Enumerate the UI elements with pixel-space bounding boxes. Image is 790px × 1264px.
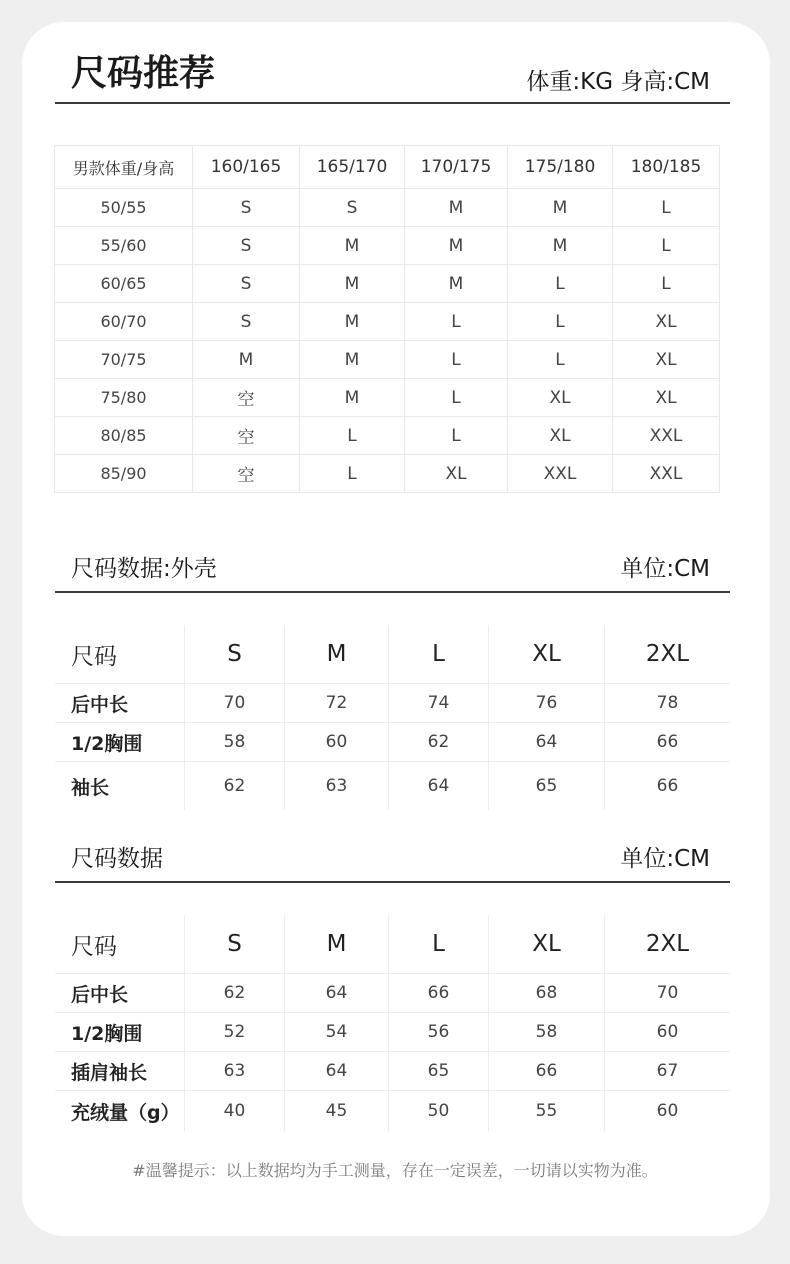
table-cell: L [405, 303, 508, 341]
table-cell: 60 [656, 1101, 679, 1121]
table-cell: M [405, 189, 508, 227]
table-cell: 80/85 [55, 417, 193, 455]
table-row [55, 974, 730, 1013]
table-cell: L [300, 417, 405, 455]
table-cell: M [300, 265, 405, 303]
table-cell: L [508, 265, 613, 303]
column-header: S [185, 625, 285, 683]
column-header: 男款体重/身高 [55, 146, 193, 189]
table-cell: 66 [656, 732, 679, 752]
table-cell: 65 [389, 1052, 489, 1090]
table-row [55, 762, 730, 810]
table-cell: XXL [508, 455, 613, 493]
column-header: 170/175 [405, 146, 508, 189]
table-cell: L [405, 417, 508, 455]
table-row [55, 341, 720, 379]
table-cell: L [405, 341, 508, 379]
table-cell: 66 [389, 974, 489, 1012]
table-cell: 66 [656, 776, 679, 796]
column-header: 165/170 [300, 146, 405, 189]
table-cell: S [193, 189, 300, 227]
table-row [55, 303, 720, 341]
table-cell: L [613, 265, 720, 303]
table-cell: 70 [185, 684, 285, 722]
table-row [55, 265, 720, 303]
column-header: XL [489, 915, 605, 973]
column-header: L [389, 625, 489, 683]
table-row [55, 227, 720, 265]
table-cell: XL [508, 379, 613, 417]
table-row [55, 684, 730, 723]
table-cell: XXL [613, 417, 720, 455]
table-cell: M [405, 227, 508, 265]
table-cell: 65 [489, 762, 605, 810]
table-cell: 66 [489, 1052, 605, 1090]
column-header: 尺码 [55, 915, 185, 973]
row-label: 袖长 [55, 762, 185, 810]
row-label: 后中长 [55, 974, 185, 1012]
table-row [55, 1013, 730, 1052]
row-label: 插肩袖长 [55, 1052, 185, 1090]
table-cell: M [300, 379, 405, 417]
table-cell: 56 [389, 1013, 489, 1051]
shell-size-table [55, 625, 730, 810]
table-cell: 64 [389, 762, 489, 810]
table-cell: XXL [613, 455, 720, 493]
column-header: 160/165 [193, 146, 300, 189]
row-label: 充绒量（g） [55, 1091, 185, 1131]
table-cell: M [405, 265, 508, 303]
table-cell: L [508, 303, 613, 341]
shell-data-header [55, 540, 730, 593]
table-row [55, 189, 720, 227]
table-cell: 55/60 [55, 227, 193, 265]
table-cell: 64 [285, 1052, 389, 1090]
table-cell: 70 [656, 983, 679, 1003]
table-cell: XL [508, 417, 613, 455]
table-cell: 52 [185, 1013, 285, 1051]
table-cell: XL [613, 303, 720, 341]
table-cell: 62 [389, 723, 489, 761]
column-header: 2XL [645, 931, 690, 957]
table-cell: M [508, 189, 613, 227]
table-cell: XL [613, 379, 720, 417]
liner-title: 尺码数据 [71, 846, 163, 872]
footer-note: #温馨提示：以上数据均为手工测量，存在一定误差，一切请以实物为准。 [132, 1161, 658, 1180]
column-header: 175/180 [508, 146, 613, 189]
table-cell: 54 [285, 1013, 389, 1051]
table-cell: XL [613, 341, 720, 379]
table-cell: S [193, 265, 300, 303]
table-cell: S [300, 189, 405, 227]
table-cell: S [193, 227, 300, 265]
column-header: 2XL [645, 641, 690, 667]
table-cell: M [508, 227, 613, 265]
table-cell: M [300, 303, 405, 341]
table-cell: 空 [193, 379, 300, 417]
liner-size-table [55, 915, 730, 1131]
column-header: L [389, 915, 489, 973]
table-cell: 50/55 [55, 189, 193, 227]
row-label: 1/2胸围 [55, 723, 185, 761]
table-cell: L [613, 189, 720, 227]
column-header: M [285, 625, 389, 683]
table-cell: 62 [185, 762, 285, 810]
liner-data-header [55, 830, 730, 883]
table-cell: L [613, 227, 720, 265]
table-header-row [55, 625, 730, 684]
table-cell: 60/70 [55, 303, 193, 341]
column-header: 尺码 [55, 625, 185, 683]
table-cell: 60/65 [55, 265, 193, 303]
table-cell: 67 [656, 1061, 679, 1081]
table-cell: 74 [389, 684, 489, 722]
table-row [55, 379, 720, 417]
table-cell: 45 [285, 1091, 389, 1131]
table-header-row [55, 146, 720, 189]
units-label: 体重:KG 身高:CM [526, 69, 710, 95]
table-cell: S [193, 303, 300, 341]
table-cell: 40 [185, 1091, 285, 1131]
shell-unit: 单位:CM [620, 556, 710, 582]
row-label: 1/2胸围 [55, 1013, 185, 1051]
table-cell: L [405, 379, 508, 417]
size-recommend-table [54, 145, 720, 493]
table-cell: 68 [489, 974, 605, 1012]
table-cell: 58 [185, 723, 285, 761]
table-cell: 空 [193, 417, 300, 455]
table-cell: 76 [489, 684, 605, 722]
row-label: 后中长 [55, 684, 185, 722]
table-cell: 63 [185, 1052, 285, 1090]
table-row [55, 723, 730, 762]
table-row [55, 417, 720, 455]
table-cell: 64 [489, 723, 605, 761]
table-cell: 62 [185, 974, 285, 1012]
page-title: 尺码推荐 [71, 53, 216, 94]
column-header: S [185, 915, 285, 973]
liner-unit: 单位:CM [620, 846, 710, 872]
column-header: M [285, 915, 389, 973]
table-row [55, 455, 720, 493]
column-header: XL [489, 625, 605, 683]
size-recommend-header [55, 40, 730, 104]
table-cell: 58 [489, 1013, 605, 1051]
table-cell: M [300, 341, 405, 379]
table-cell: 70/75 [55, 341, 193, 379]
table-cell: XL [405, 455, 508, 493]
column-header: 180/185 [613, 146, 720, 189]
table-cell: 50 [389, 1091, 489, 1131]
table-cell: L [300, 455, 405, 493]
table-cell: 72 [285, 684, 389, 722]
table-header-row [55, 915, 730, 974]
table-cell: 55 [489, 1091, 605, 1131]
table-cell: 63 [285, 762, 389, 810]
table-cell: 60 [656, 1022, 679, 1042]
table-cell: M [193, 341, 300, 379]
table-cell: 85/90 [55, 455, 193, 493]
table-cell: 64 [285, 974, 389, 1012]
table-cell: M [300, 227, 405, 265]
table-cell: L [508, 341, 613, 379]
shell-title: 尺码数据:外壳 [71, 556, 217, 582]
table-row [55, 1091, 730, 1131]
table-cell: 空 [193, 455, 300, 493]
table-cell: 75/80 [55, 379, 193, 417]
table-cell: 60 [285, 723, 389, 761]
table-row [55, 1052, 730, 1091]
table-cell: 78 [656, 693, 679, 713]
